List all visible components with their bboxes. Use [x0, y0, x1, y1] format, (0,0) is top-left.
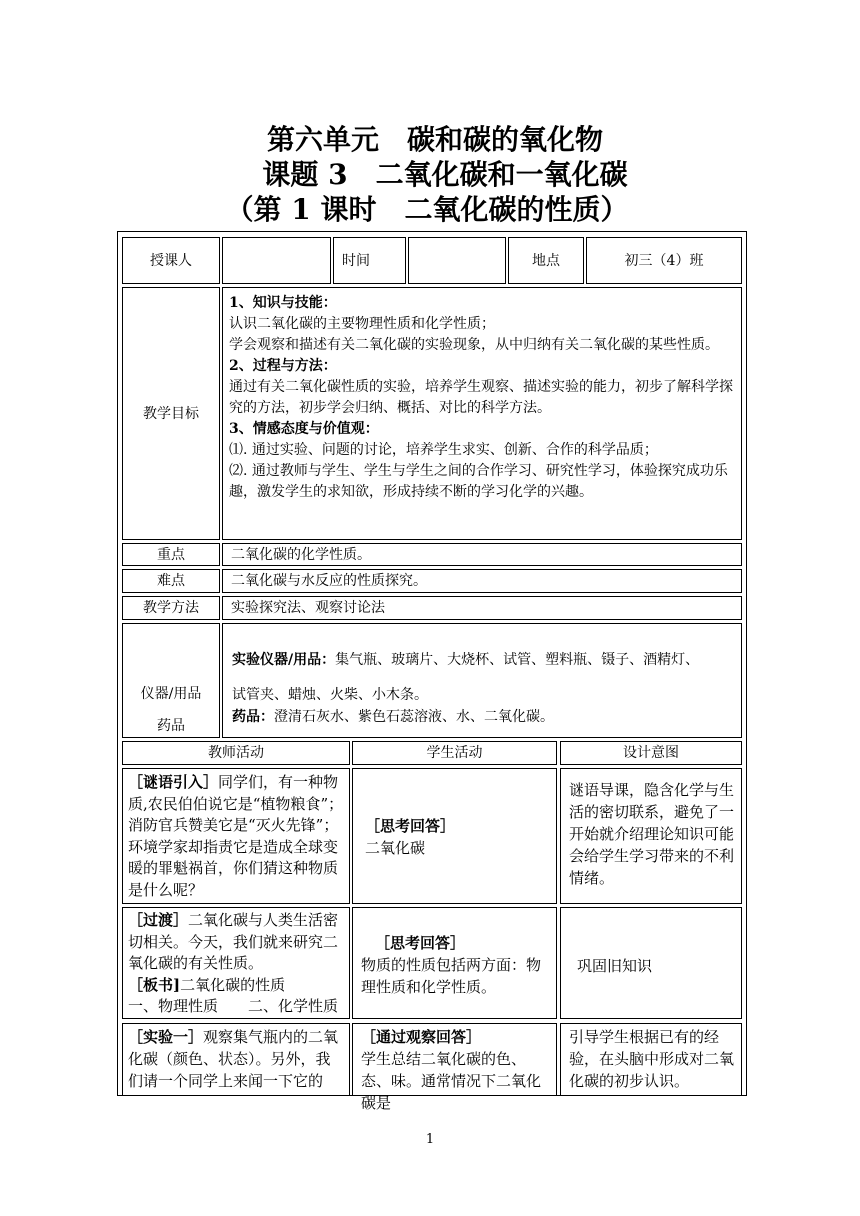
- key-value: 二氧化碳的化学性质。: [222, 543, 742, 566]
- method-label: 教学方法: [122, 596, 220, 620]
- table-row-design: 谜语导课，隐含化学与生活的密切联系，避免了一开始就介绍理论知识可能会给学生学习带来的不利情绪。: [560, 768, 742, 904]
- activity-tag: ［通过观察回答］: [361, 1028, 482, 1046]
- instrument-list-continued: 试管夹、蜡烛、火柴、小木条。: [232, 687, 428, 703]
- method-value: 实验探究法、观察讨论法: [222, 596, 742, 620]
- table-row-design: 引导学生根据已有的经验，在头脑中形成对二氧化碳的初步认识。: [560, 1023, 742, 1096]
- time-value: [408, 237, 506, 284]
- board-tag: ［板书]: [128, 975, 181, 994]
- teacher-label: 授课人: [122, 237, 220, 284]
- objective-heading-2: 2、过程与方法：: [229, 358, 337, 374]
- objective-heading-1: 1、知识与技能：: [229, 295, 337, 311]
- objective-line: 通过有关二氧化碳性质的实验，培养学生观察、描述实验的能力，初步了解科学探究的方法，初步学会归纳、概括、对比的科学方法。: [229, 379, 733, 416]
- activity-text: 二氧化碳与人类生活密切相关。今天，我们就来研究二氧化碳的有关性质。: [128, 911, 339, 972]
- table-row-teacher: [122, 768, 350, 904]
- difficulty-value: 二氧化碳与水反应的性质探究。: [222, 569, 742, 593]
- activity-text: 学生总结二氧化碳的色、态、味。通常情况下二氧化碳是: [361, 1050, 542, 1112]
- objective-line: 学会观察和描述有关二氧化碳的实验现象，从中归纳有关二氧化碳的某些性质。: [229, 337, 719, 353]
- activity-tag: ［思考回答］: [365, 817, 456, 835]
- objective-heading-3: 3、情感态度与价值观：: [229, 421, 379, 437]
- time-label: 时间: [333, 237, 406, 284]
- place-value: 初三（4）班: [586, 237, 742, 284]
- activity-tag: ［实验一］: [128, 1028, 204, 1046]
- activity-text: 二氧化碳: [365, 839, 426, 857]
- table-row-student: [352, 768, 557, 904]
- difficulty-label: 难点: [122, 569, 220, 593]
- table-row-student: [352, 907, 557, 1019]
- column-student-activity: 学生活动: [352, 741, 557, 765]
- topic-title: 课题 3 二氧化碳和一氧化碳: [262, 158, 628, 191]
- equipment-label-line: 仪器/用品: [140, 686, 202, 702]
- activity-tag: ［过渡］: [128, 911, 189, 929]
- activity-tag: ［谜语引入］: [128, 773, 219, 791]
- table-row-teacher: [122, 1023, 350, 1096]
- board-text: 二氧化碳的性质: [180, 975, 286, 994]
- instrument-heading: 实验仪器/用品：: [232, 652, 336, 668]
- objective-line: 认识二氧化碳的主要物理性质和化学性质；: [229, 316, 495, 332]
- lesson-title: （第 1 课时 二氧化碳的性质）: [225, 193, 629, 226]
- activity-text: 观察集气瓶内的二氧化碳（颜色、状态）。另外，我们请一个同学上来闻一下它的: [128, 1028, 339, 1090]
- objective-line: ⑴. 通过实验、问题的讨论，培养学生求实、创新、合作的科学品质；: [229, 442, 658, 458]
- equipment-content: [222, 623, 742, 738]
- activity-text: 同学们，有一种物质,农民伯伯说它是“植物粮食”；消防官兵赞美它是“灭火先锋”；环境学家却指责它是造成全球变暖的罪魁祸首，你们猜这种物质是什么呢？: [128, 773, 344, 899]
- column-teacher-activity: 教师活动: [122, 741, 350, 765]
- board-outline: 一、物理性质 二、化学性质: [128, 997, 339, 1015]
- table-row-teacher: [122, 907, 350, 1019]
- key-label: 重点: [122, 543, 220, 566]
- activity-text: 物质的性质包括两方面：物理性质和化学性质。: [361, 956, 542, 996]
- teacher-value: [222, 237, 331, 284]
- objective-line: ⑵. 通过教师与学生、学生与学生之间的合作学习、研究性学习，体验探究成功乐趣，激发学生的求知欲，形成持续不断的学习化学的兴趣。: [229, 463, 728, 500]
- drug-heading: 药品：: [232, 709, 274, 725]
- table-row-student: [352, 1023, 557, 1112]
- activity-tag: ［思考回答］: [375, 934, 466, 952]
- unit-title: 第六单元 碳和碳的氧化物: [266, 123, 603, 156]
- column-design-intent: 设计意图: [560, 741, 742, 765]
- drug-list: 澄清石灰水、紫色石蕊溶液、水、二氧化碳。: [274, 709, 554, 725]
- objectives-content: [222, 287, 742, 540]
- document-title-block: [0, 122, 860, 227]
- equipment-label: [122, 623, 220, 738]
- table-row-design: 巩固旧知识: [560, 907, 742, 1019]
- instrument-list: 集气瓶、玻璃片、大烧杯、试管、塑料瓶、镊子、酒精灯、: [335, 652, 700, 668]
- place-label: 地点: [508, 237, 584, 284]
- drug-label-line: 药品: [157, 718, 185, 734]
- objectives-label: 教学目标: [122, 287, 220, 540]
- page-number: 1: [425, 1132, 435, 1147]
